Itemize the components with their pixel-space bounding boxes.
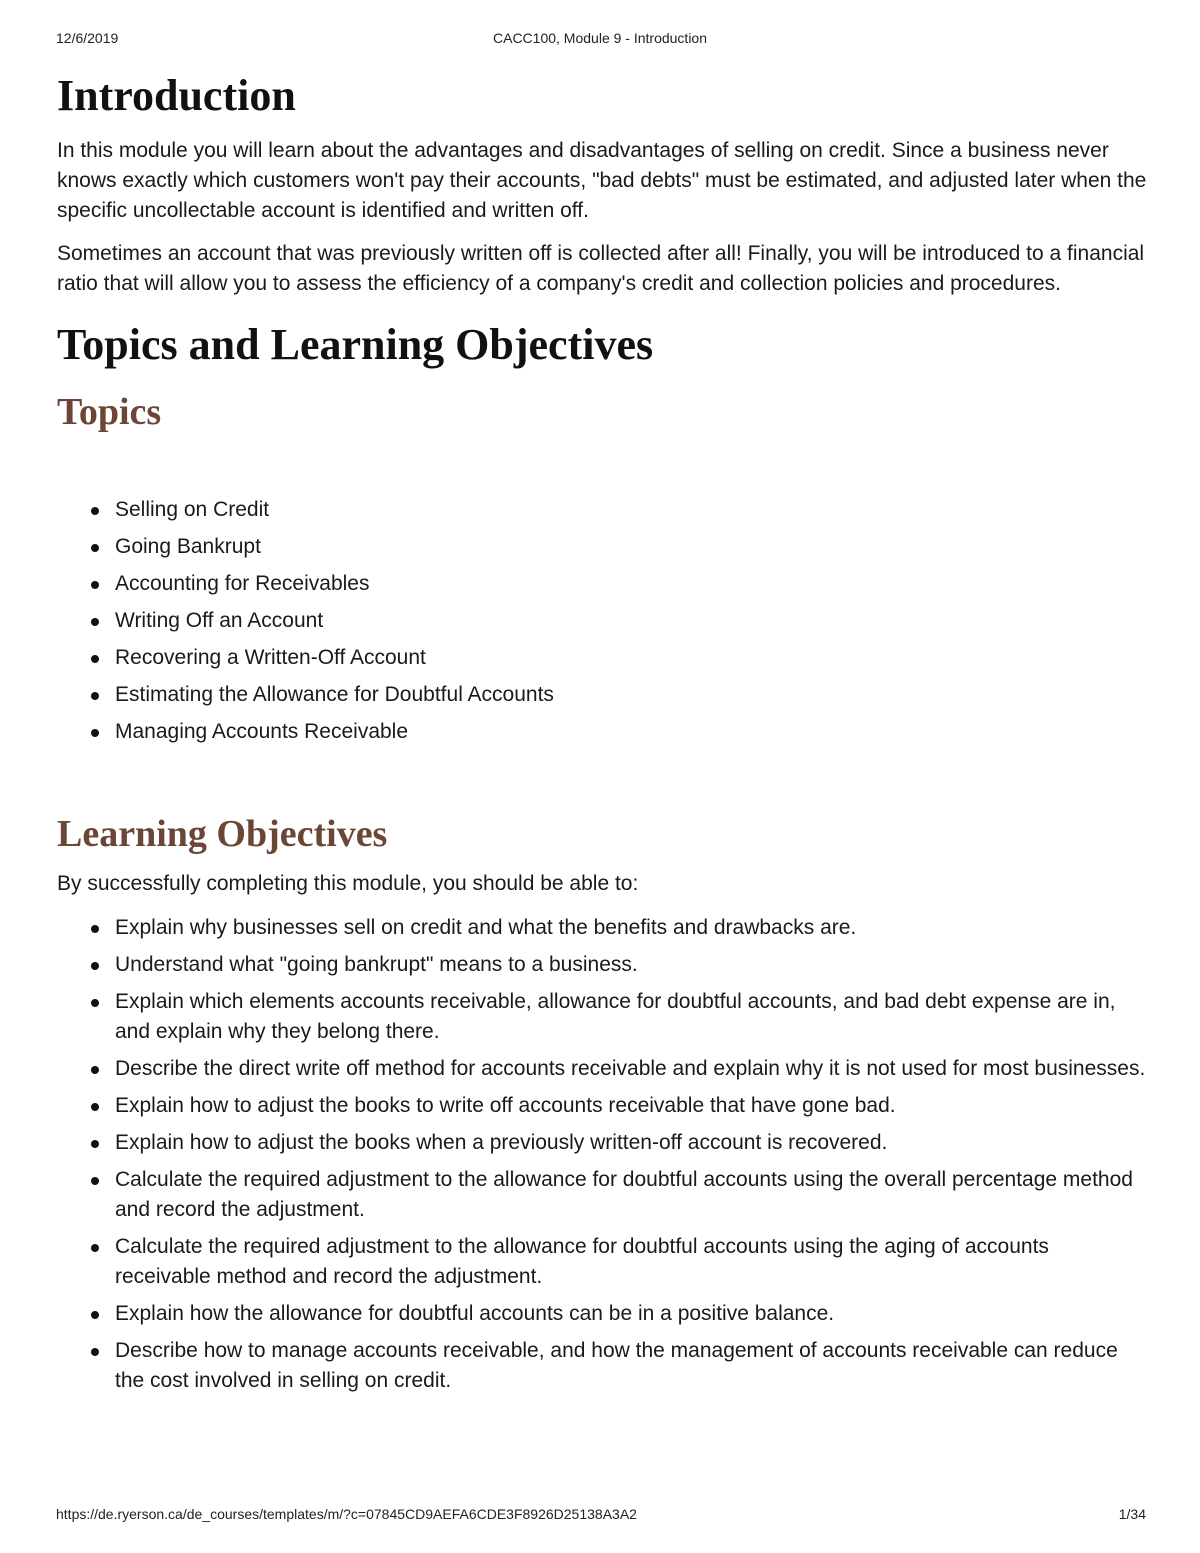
objective-text: Explain how to adjust the books when a previously written-off account is recovered.	[115, 1131, 888, 1154]
objective-text: Understand what "going bankrupt" means to a business.	[115, 953, 638, 976]
objective-item	[57, 987, 1147, 1047]
print-header	[0, 30, 1200, 50]
bullet-icon	[91, 1140, 99, 1148]
bullet-icon	[91, 925, 99, 933]
bullet-icon	[91, 1348, 99, 1356]
objective-text: Explain why businesses sell on credit and what the benefits and drawbacks are.	[115, 916, 857, 939]
topic-text: Selling on Credit	[115, 498, 270, 521]
objective-item	[57, 913, 1147, 943]
objective-item	[57, 1232, 1147, 1292]
topics-list	[57, 495, 1147, 747]
bullet-icon	[91, 692, 99, 700]
bullet-icon	[91, 1066, 99, 1074]
bullet-icon	[91, 1311, 99, 1319]
topic-text: Going Bankrupt	[115, 535, 261, 558]
bullet-icon	[91, 1244, 99, 1252]
objective-text: Describe how to manage accounts receivable, and how the management of accounts receivable can reduce the cost involved in selling on credit.	[115, 1339, 1118, 1392]
topic-item	[57, 569, 1147, 599]
topic-text: Recovering a Written-Off Account	[115, 646, 426, 669]
page-url: https://de.ryerson.ca/de_courses/templates/m/?c=07845CD9AEFA6CDE3F8926D25138A3A2	[56, 1506, 637, 1522]
objective-text: Explain how to adjust the books to write off accounts receivable that have gone bad.	[115, 1094, 896, 1117]
objective-item	[57, 1091, 1147, 1121]
page-number: 1/34	[1118, 1506, 1146, 1522]
print-footer	[0, 1506, 1200, 1526]
objective-text: Explain how the allowance for doubtful accounts can be in a positive balance.	[115, 1302, 835, 1325]
introduction-heading: Introduction	[57, 71, 296, 120]
bullet-icon	[91, 581, 99, 589]
bullet-icon	[91, 1177, 99, 1185]
bullet-icon	[91, 507, 99, 515]
objective-item	[57, 950, 1147, 980]
topic-item	[57, 606, 1147, 636]
objective-text: Calculate the required adjustment to the allowance for doubtful accounts using the aging of accounts receivable method and record the adjustment.	[115, 1235, 1049, 1288]
bullet-icon	[91, 544, 99, 552]
topic-text: Estimating the Allowance for Doubtful Accounts	[115, 683, 554, 706]
topics-objectives-heading: Topics and Learning Objectives	[57, 320, 654, 369]
document-title: CACC100, Module 9 - Introduction	[493, 30, 707, 46]
page-content	[57, 70, 1147, 1403]
topic-item	[57, 717, 1147, 747]
objective-text: Calculate the required adjustment to the allowance for doubtful accounts using the overall percentage method and record the adjustment.	[115, 1168, 1133, 1221]
bullet-icon	[91, 962, 99, 970]
objective-item	[57, 1299, 1147, 1329]
objective-item	[57, 1128, 1147, 1158]
learning-objectives-heading: Learning Objectives	[57, 813, 388, 855]
topic-item	[57, 532, 1147, 562]
bullet-icon	[91, 1103, 99, 1111]
objectives-list	[57, 913, 1147, 1396]
objective-item	[57, 1165, 1147, 1225]
topic-text: Accounting for Receivables	[115, 572, 370, 595]
bullet-icon	[91, 729, 99, 737]
objective-item	[57, 1336, 1147, 1396]
topic-text: Writing Off an Account	[115, 609, 324, 632]
objective-text: Explain which elements accounts receivable, allowance for doubtful accounts, and bad debt expense are in, and explain why they belong there.	[115, 990, 1116, 1043]
topics-subheading: Topics	[57, 391, 162, 433]
bullet-icon	[91, 618, 99, 626]
topic-text: Managing Accounts Receivable	[115, 720, 409, 743]
topic-item	[57, 495, 1147, 525]
intro-paragraph-2: Sometimes an account that was previously written off is collected after all! Finally, you will be introduced to a financial ratio that will allow you to assess the efficiency of a company's credit and collection policies and procedures.	[57, 242, 1145, 295]
bullet-icon	[91, 655, 99, 663]
topic-item	[57, 680, 1147, 710]
bullet-icon	[91, 999, 99, 1007]
print-date: 12/6/2019	[56, 30, 119, 46]
objective-text: Describe the direct write off method for accounts receivable and explain why it is not used for most businesses.	[115, 1057, 1146, 1080]
objectives-intro: By successfully completing this module, you should be able to:	[57, 872, 639, 895]
topic-item	[57, 643, 1147, 673]
objective-item	[57, 1054, 1147, 1084]
intro-paragraph-1: In this module you will learn about the advantages and disadvantages of selling on credit. Since a business never knows exactly which customers won't pay their accounts, "bad debts" must be estimated, and adjusted later when the specific uncollectable account is identified and written off.	[57, 139, 1147, 222]
